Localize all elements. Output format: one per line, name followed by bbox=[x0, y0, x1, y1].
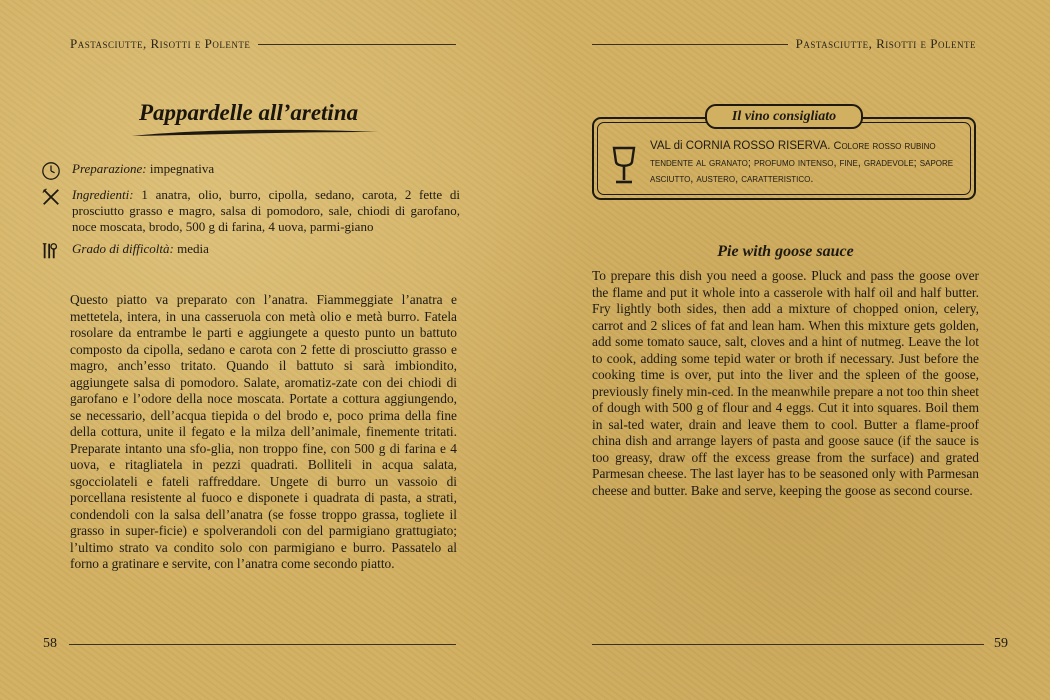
meta-ingredients bbox=[40, 187, 460, 235]
folio-left bbox=[43, 636, 456, 652]
recipe-meta bbox=[40, 161, 460, 267]
running-head-text: Pastasciutte, Risotti e Polente bbox=[795, 36, 976, 51]
running-head-right bbox=[592, 36, 976, 52]
crossed-utensils-icon bbox=[40, 187, 62, 207]
ingredients-value: 1 anatra, olio, burro, cipolla, sedano, carota, 2 fette di prosciutto grasso e magro, salsa di pomodoro, sale, chiodi di garofano, noce moscata, brodo, 500 g di farina, 4 uova, parmi-giano bbox=[72, 187, 460, 234]
header-rule bbox=[258, 44, 456, 45]
recipe-title-english: Pie with goose sauce bbox=[717, 243, 854, 260]
preparation-label: Preparazione: bbox=[72, 161, 147, 176]
wine-notes: Colore rosso rubino tendente al granato; profumo intenso, fine, gradevole; sapore asciutto, austero, caratteristico. bbox=[650, 140, 954, 185]
difficulty-value: media bbox=[177, 241, 209, 256]
recipe-title: Pappardelle all’aretina bbox=[139, 100, 359, 125]
recipe-body-english: To prepare this dish you need a goose. Pluck and pass the goose over the flame and put it whole into a casserole with half oil and half butter. Fry lightly both sides, then add a mixture of chopped onion, celery, carrot and 2 slices of fat and lean ham. When this mixture gets golden, add some tomato sauce, salt, cloves and a hint of nutmeg. Leave the lot to cook, adding some tepid water or broth if necessary. Just before the cooking time is over, put into the liver and the spleen of the goose, previously finely min-ced. In the meanwhile prepare a not too thin sheet of dough with 500 g of flour and 4 eggs. Cut it into squares. Boil them in sal-ted water, drain and leave them to cool. Butter a flame-proof china dish and arrange layers of pasta and goose sauce (if the sauce is too greasy, draw off the excess grease from the surface) and grated Parmesan cheese. The last layer has to be seasoned only with Parmesan cheese and butter. Bake and serve, keeping the goose as second course. bbox=[592, 268, 979, 498]
folio-right bbox=[592, 636, 1008, 652]
wine-description bbox=[650, 138, 968, 188]
clock-icon bbox=[40, 161, 62, 181]
title-swash-decoration bbox=[130, 126, 380, 140]
wine-heading: Il vino consigliato bbox=[705, 104, 863, 129]
ingredients-label: Ingredienti: bbox=[72, 187, 134, 202]
chef-utensils-icon bbox=[40, 241, 62, 261]
page-number: 59 bbox=[994, 636, 1008, 651]
preparation-value: impegnativa bbox=[149, 161, 215, 176]
meta-difficulty bbox=[40, 241, 460, 261]
right-page bbox=[525, 0, 1050, 700]
footer-rule bbox=[592, 644, 984, 645]
recipe-body-italian: Questo piatto va preparato con l’anatra. Fiammeggiate l’anatra e mettetela, intera, in una casseruola con metà olio e metà burro. Fatela rosolare da entrambe le parti e aggiungete a questo punto un battuto composto da cipolla, sedano e carota con 2 fette di prosciutto grasso e magro, anch’esso tritato. Quando il battuto si sarà imbiondito, aggiungete salsa di pomodoro. Salate, aromatiz-zate con dei chiodi di garofano e l’odore della noce moscata. Portate a cottura aggiungendo, se necessario, dell’acqua tiepida o del brodo e, poco prima della fine della cottura, unite il fegato e la milza dell’animale, finemente tritati. Preparate intanto una sfo-glia, non troppo fine, con 500 g di farina e 4 uova, e ritagliatela in pezzi quadrati. Bolliteli in acqua salata, sgocciolateli e fateli raffreddare. Ungete di burro un vassoio di porcellana resistente al fuoco e disponete i quadrata di pasta, a strati, condendoli con la salsa dell’anatra (se fosse troppo grassa, togliete il grasso in super-ficie) e spolverandoli con del parmigiano grattugiato; l’ultimo strato va condito solo con parmigiano e burro. Passatelo al forno a gratinare e servite, con l’anatra come secondo piatto. bbox=[70, 292, 457, 571]
running-head-left bbox=[70, 36, 456, 52]
difficulty-label: Grado di difficoltà: bbox=[72, 241, 174, 256]
running-head-text: Pastasciutte, Risotti e Polente bbox=[70, 36, 251, 51]
wine-glass-icon bbox=[611, 146, 637, 186]
footer-rule bbox=[69, 644, 456, 645]
meta-preparation bbox=[40, 161, 460, 181]
page-number: 58 bbox=[43, 636, 57, 651]
header-rule bbox=[592, 44, 788, 45]
wine-name: VAL di CORNIA ROSSO RISERVA. bbox=[650, 140, 831, 152]
